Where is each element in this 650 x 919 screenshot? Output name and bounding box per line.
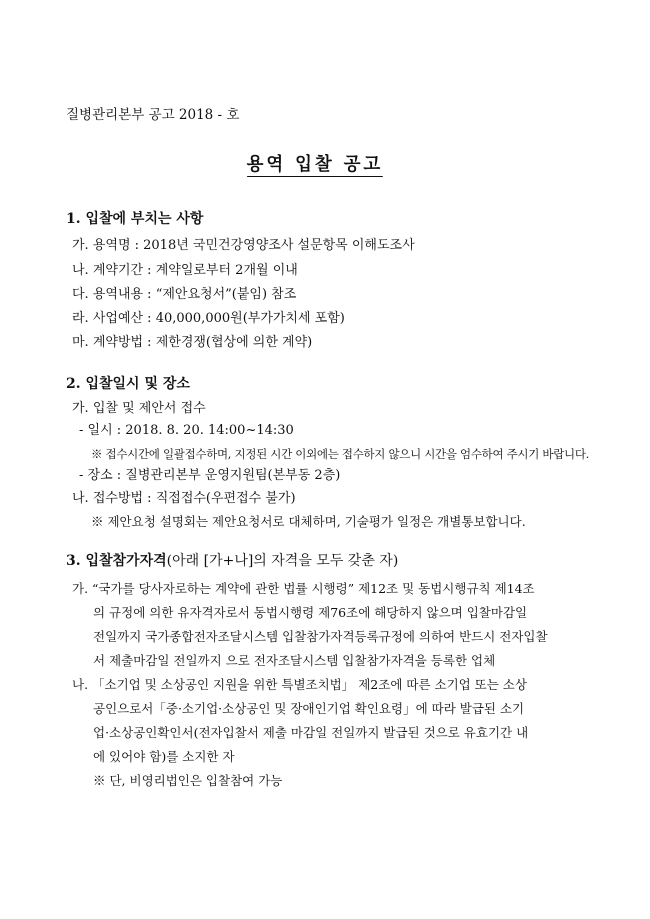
page-title	[0, 156, 630, 174]
qualification-a-line: 가. “국가를 당사자로하는 계약에 관한 법률 시행령” 제12조 및 동법시행규칙 제14조	[72, 581, 535, 596]
qualification-b-line: 공인으로서「중·소기업·소상공인 및 장애인기업 확인요령」에 따라 발급된 소기	[93, 701, 525, 716]
qualification-b-line: 에 있어야 함)를 소지한 자	[93, 749, 235, 764]
section-1-item: 가. 용역명 : 2018년 국민건강영양조사 설문항목 이해도조사	[72, 238, 415, 253]
qualification-b-line: 업·소상공인확인서(전자입찰서 제출 마감일 전일까지 발급된 것으로 유효기간 내	[93, 725, 529, 740]
section-2-line: - 장소 : 질병관리본부 운영지원팀(본부동 2층)	[79, 468, 341, 483]
qualification-b-line: 나. 「소기업 및 소상공인 지원을 위한 특별조치법」 제2조에 따른 소기업 또는 소상	[72, 677, 527, 692]
section-2-line: - 일시 : 2018. 8. 20. 14:00~14:30	[79, 423, 294, 438]
section-2-line: 가. 입찰 및 제안서 접수	[72, 401, 206, 416]
section-3-heading-rest: (아래 [가+나]의 자격을 모두 갖춘 자)	[166, 553, 399, 569]
section-2-note: ※ 접수시간에 일괄접수하며, 지정된 시간 이외에는 접수하지 않으니 시간을 엄수하여 주시기 바랍니다.	[91, 447, 589, 461]
section-1-heading: 1. 입찰에 부치는 사항	[66, 211, 204, 227]
section-3-heading-bold: 3. 입찰참가자격	[66, 553, 167, 569]
section-1-item: 마. 계약방법 : 제한경쟁(협상에 의한 계약)	[72, 335, 313, 350]
section-1-item: 다. 용역내용 : “제안요청서”(붙임) 참조	[72, 287, 297, 302]
title-text: 용역 입찰 공고	[246, 154, 384, 175]
section-2-heading: 2. 입찰일시 및 장소	[66, 376, 190, 392]
notice-number: 질병관리본부 공고 2018 - 호	[66, 107, 240, 123]
qualification-note: ※ 단, 비영리법인은 입찰참여 가능	[93, 773, 283, 788]
section-2-line: 나. 접수방법 : 직접접수(우편접수 불가)	[72, 491, 296, 506]
section-1-item: 나. 계약기간 : 계약일로부터 2개월 이내	[72, 263, 298, 278]
qualification-a-line: 서 제출마감일 전일까지 으로 전자조달시스템 입찰참가자격을 등록한 업체	[93, 653, 496, 668]
qualification-a-line: 전일까지 국가종합전자조달시스템 입찰참가자격등록규정에 의하여 반드시 전자입찰	[93, 629, 548, 644]
section-2-note: ※ 제안요청 설명회는 제안요청서로 대체하며, 기술평가 일정은 개별통보합니다.	[91, 514, 526, 529]
section-3-heading	[66, 552, 398, 570]
section-1-item: 라. 사업예산 : 40,000,000원(부가가치세 포함)	[72, 311, 345, 326]
qualification-a-line: 의 규정에 의한 유자격자로서 동법시행령 제76조에 해당하지 않으며 입찰마감일	[93, 605, 528, 620]
